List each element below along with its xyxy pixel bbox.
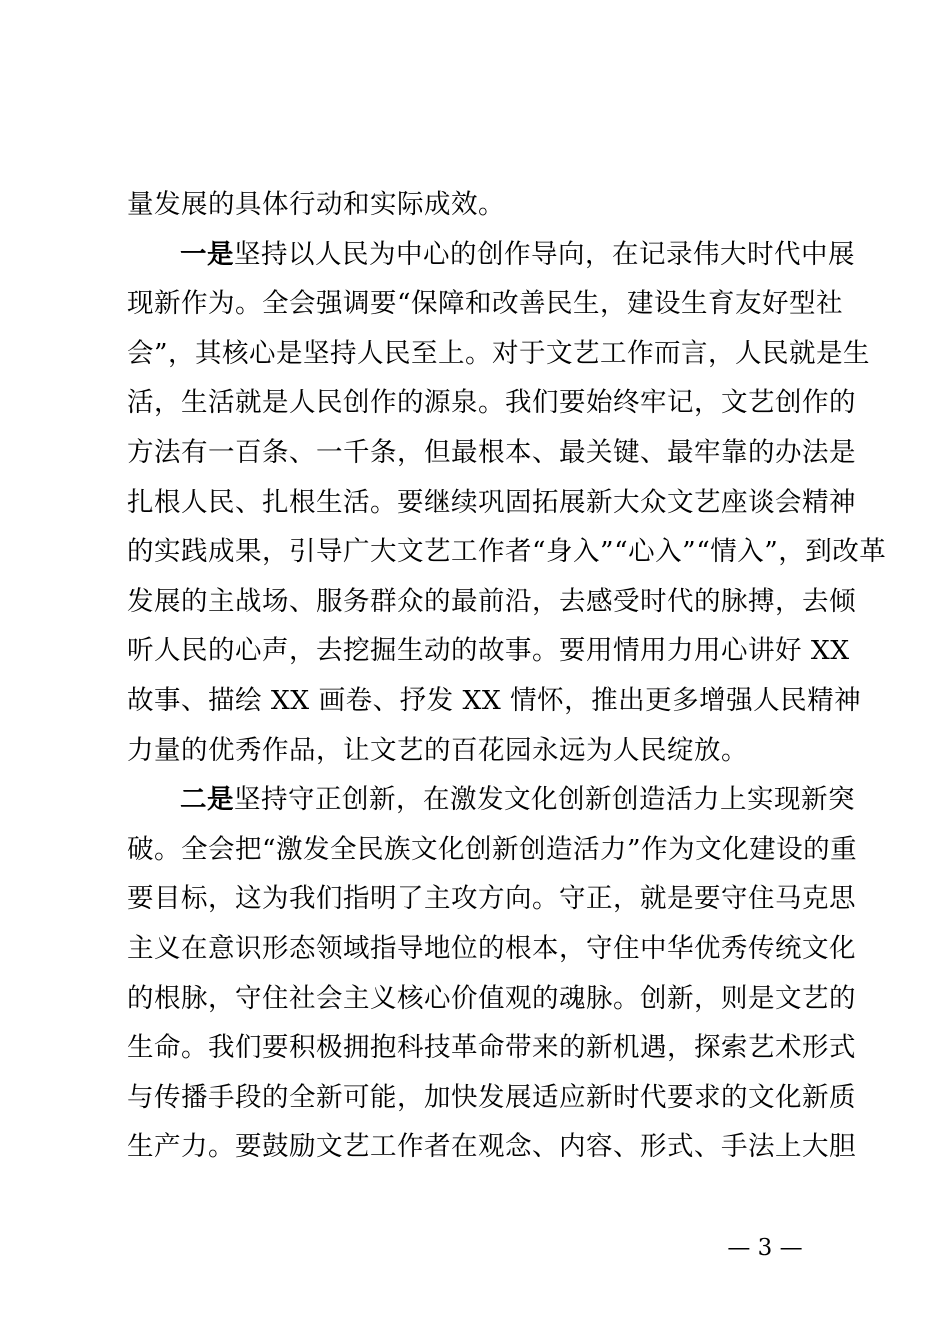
text-line: 方法有一百条、一千条，但最根本、最关键、最牢靠的办法是 bbox=[127, 436, 856, 468]
text-line: 要目标，这为我们指明了主攻方向。守正，就是要守住马克思 bbox=[127, 883, 856, 915]
text-line: 二是坚持守正创新，在激发文化创新创造活力上实现新突 bbox=[180, 784, 855, 816]
text-line: 生产力。要鼓励文艺工作者在观念、内容、形式、手法上大胆 bbox=[127, 1131, 856, 1163]
text-line: 量发展的具体行动和实际成效。 bbox=[127, 189, 505, 220]
section-lead: 二是 bbox=[180, 784, 234, 816]
text-line: 生命。我们要积极拥抱科技革命带来的新机遇，探索艺术形式 bbox=[127, 1032, 856, 1064]
text-line: 发展的主战场、服务群众的最前沿，去感受时代的脉搏，去倾 bbox=[127, 585, 856, 617]
text-line: 故事、描绘 XX 画卷、抒发 XX 情怀，推出更多增强人民精神 bbox=[127, 684, 862, 716]
text-line: 现新作为。全会强调要“保障和改善民生，建设生育友好型社 bbox=[127, 288, 844, 320]
text-line: 破。全会把“激发全民族文化创新创造活力”作为文化建设的重 bbox=[127, 833, 858, 865]
text-line: 扎根人民、扎根生活。要继续巩固拓展新大众文艺座谈会精神 bbox=[127, 486, 856, 518]
text-line: 一是坚持以人民为中心的创作导向，在记录伟大时代中展 bbox=[180, 238, 855, 270]
text-line: 会”，其核心是坚持人民至上。对于文艺工作而言，人民就是生 bbox=[127, 337, 871, 369]
page-number: — 3 — bbox=[727, 1235, 803, 1261]
text-line: 力量的优秀作品，让文艺的百花园永远为人民绽放。 bbox=[127, 734, 748, 766]
text-line: 听人民的心声，去挖掘生动的故事。要用情用力用心讲好 XX bbox=[127, 635, 850, 667]
text-line: 的实践成果，引导广大文艺工作者“身入”“心入”“情入”，到改革 bbox=[127, 536, 887, 568]
text-line: 主义在意识形态领域指导地位的根本，守住中华优秀传统文化 bbox=[127, 932, 856, 964]
document-body bbox=[127, 180, 887, 1172]
section-lead: 一是 bbox=[180, 238, 234, 270]
text-line: 与传播手段的全新可能，加快发展适应新时代要求的文化新质 bbox=[127, 1081, 856, 1113]
text-line: 的根脉，守住社会主义核心价值观的魂脉。创新，则是文艺的 bbox=[127, 982, 856, 1014]
text-line: 活，生活就是人民创作的源泉。我们要始终牢记，文艺创作的 bbox=[127, 387, 856, 419]
